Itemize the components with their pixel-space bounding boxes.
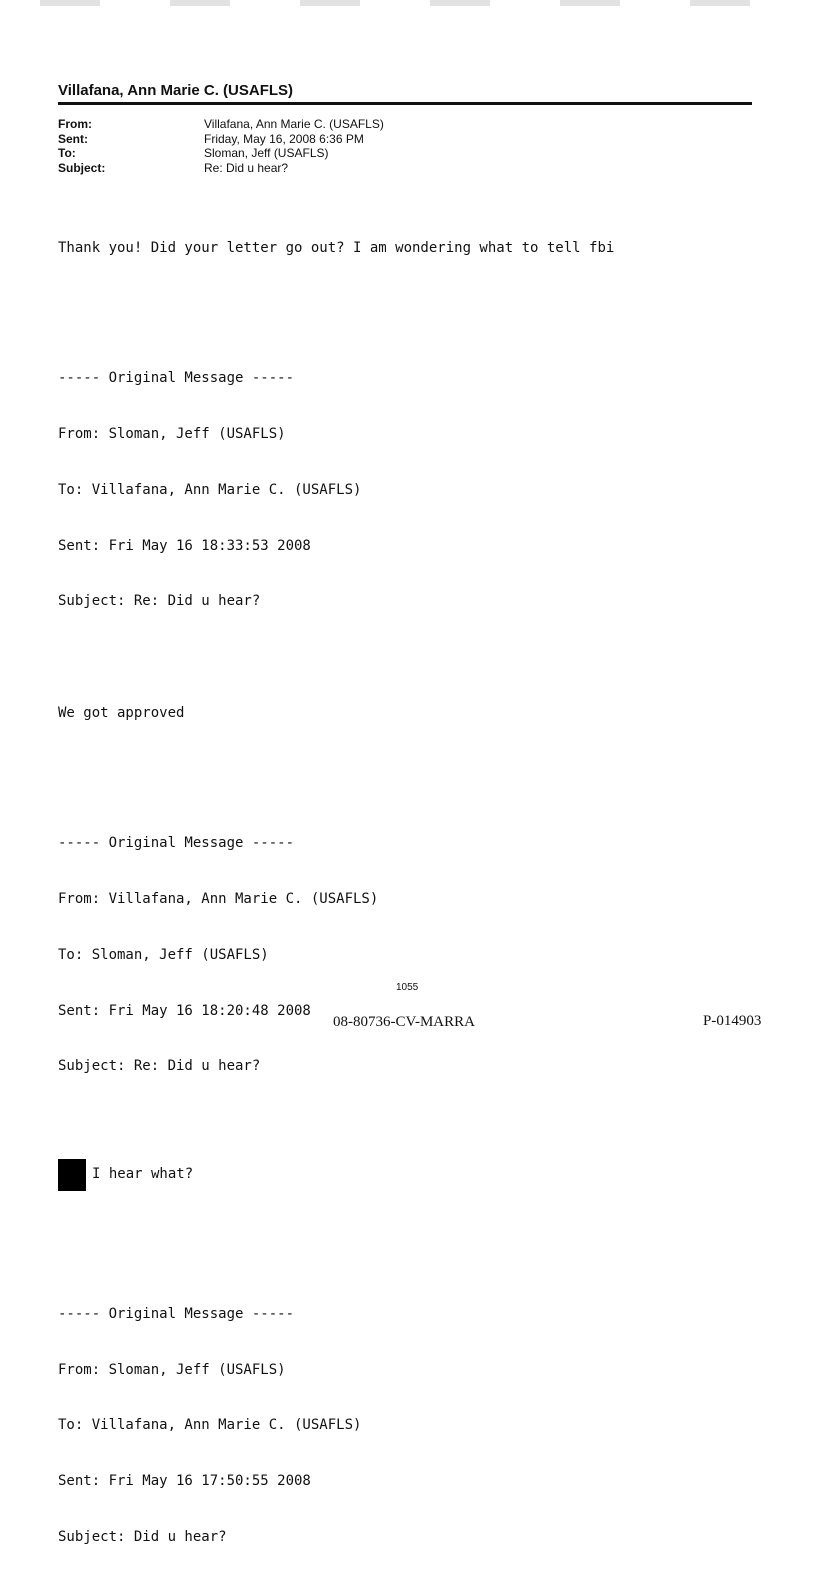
quoted-sent: Sent: Fri May 16 18:20:48 2008 bbox=[58, 1002, 311, 1019]
quoted-sent: Sent: Fri May 16 18:33:53 2008 bbox=[58, 537, 311, 554]
redaction-block bbox=[58, 1159, 86, 1191]
from-value: Villafana, Ann Marie C. (USAFLS) bbox=[204, 117, 384, 131]
quoted-from: From: Sloman, Jeff (USAFLS) bbox=[58, 426, 286, 443]
quoted-body: We got approved bbox=[58, 705, 185, 722]
header-row-sent bbox=[58, 132, 384, 147]
page-number: 1055 bbox=[396, 982, 419, 993]
header-row-from bbox=[58, 117, 384, 132]
quoted-to: To: Villafana, Ann Marie C. (USAFLS) bbox=[58, 1417, 362, 1434]
subject-label: Subject: bbox=[58, 160, 106, 175]
redacted-line bbox=[58, 1156, 758, 1193]
header-row-to bbox=[58, 146, 384, 161]
quoted-to: To: Sloman, Jeff (USAFLS) bbox=[58, 946, 269, 963]
sent-label: Sent: bbox=[58, 131, 88, 146]
sent-value: Friday, May 16, 2008 6:36 PM bbox=[204, 131, 364, 146]
sender-heading: Villafana, Ann Marie C. (USAFLS) bbox=[58, 82, 294, 99]
from-label: From: bbox=[58, 117, 92, 131]
quoted-from: From: Villafana, Ann Marie C. (USAFLS) bbox=[58, 890, 379, 907]
quoted-subject: Subject: Did u hear? bbox=[58, 1528, 227, 1545]
original-message-divider: ----- Original Message ----- bbox=[58, 370, 295, 387]
original-message-divider: ----- Original Message ----- bbox=[58, 1305, 295, 1322]
quoted-body: I hear what? bbox=[92, 1166, 194, 1183]
scan-artifact-marks bbox=[40, 0, 800, 6]
quoted-sent: Sent: Fri May 16 17:50:55 2008 bbox=[58, 1473, 311, 1490]
bates-number: P-014903 bbox=[703, 1013, 762, 1029]
to-value: Sloman, Jeff (USAFLS) bbox=[204, 146, 329, 160]
quoted-to: To: Villafana, Ann Marie C. (USAFLS) bbox=[58, 481, 362, 498]
to-label: To: bbox=[58, 146, 76, 160]
email-header bbox=[58, 117, 384, 175]
heading-rule bbox=[58, 102, 752, 105]
body-line: Thank you! Did your letter go out? I am wondering what to tell fbi bbox=[58, 240, 615, 257]
email-body bbox=[58, 202, 758, 1584]
quoted-subject: Subject: Re: Did u hear? bbox=[58, 593, 261, 610]
case-number: 08-80736-CV-MARRA bbox=[333, 1014, 475, 1030]
quoted-from: From: Sloman, Jeff (USAFLS) bbox=[58, 1361, 286, 1378]
original-message-divider: ----- Original Message ----- bbox=[58, 835, 295, 852]
header-row-subject bbox=[58, 161, 384, 176]
subject-value: Re: Did u hear? bbox=[204, 160, 289, 175]
quoted-subject: Subject: Re: Did u hear? bbox=[58, 1058, 261, 1075]
